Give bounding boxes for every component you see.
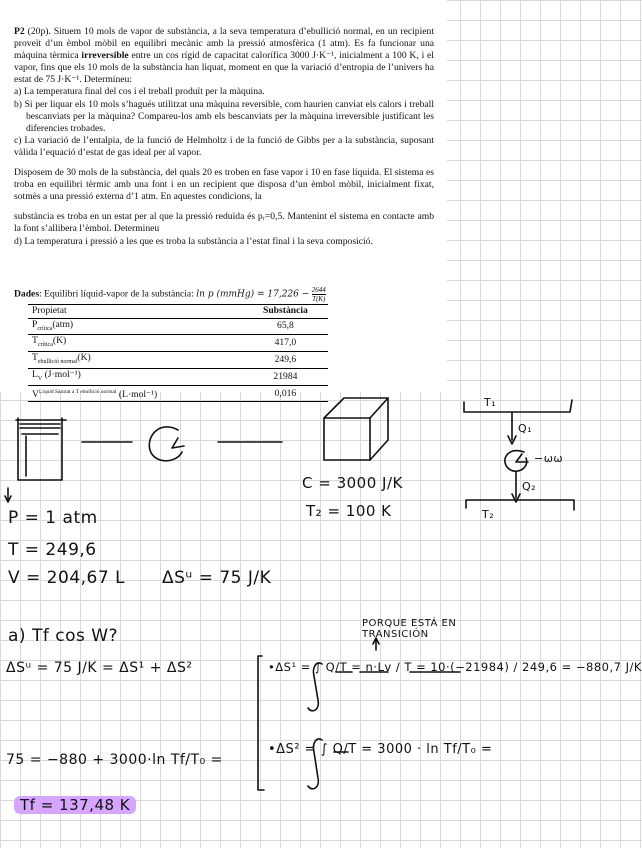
cycle-w-label: −ωω — [534, 452, 564, 465]
cycle-q2-label: Q₂ — [522, 480, 537, 493]
intro-text-b: entre un cos rígid de capacitat calorífica 3000 J·K⁻¹, inicialment a 100 K, i el vapor, fins que els 10 mols de la substància han liquat, moment en que la variació d’entropia de l’univers ha estat de 75 J·K⁻¹. Determineu: — [14, 50, 434, 86]
temperature-note: T = 249,6 — [8, 540, 97, 560]
row-sub: crítica — [37, 325, 53, 332]
row-unit: (atm) — [52, 318, 74, 330]
fraction-numerator: 2644 — [311, 286, 326, 294]
paragraph-2: Disposem de 30 mols de la substància, del quals 20 es troben en fase vapor i 10 en fase líquida. El sistema es troba en equilibri tèrmic amb una font i en un recipient que disposa d’un èmbol mòbil, inicialment fixat, sotmès a una pressió externa d’1 atm. En aquestes condicions, la — [14, 167, 434, 203]
row-value: 249,6 — [243, 352, 328, 369]
item-a: a) La temperatura final del cos i el treball produït per la màquina. — [14, 86, 265, 98]
row-name: T — [32, 352, 38, 364]
entropy-s1-equation: •ΔS¹ = ∫ Q/T = n·Lv / T = 10·(−21984) / 249,6 = −880,7 J/K — [268, 660, 642, 674]
transition-note: PORQUE ESTÁ EN TRANSICIÓN — [362, 618, 457, 640]
entropy-universe-note: ΔSᵘ = 75 J/K — [162, 568, 272, 588]
intro-text-a: Situem 10 mols de vapor de substància, a la seva temperatura d’ebullició normal, en un recipient proveït d’un èmbol mòbil en equilibri mecànic amb la pressió atmosfèrica (1 atm). Es fa funcionar una màquina tèrmica — [14, 26, 434, 62]
initial-temperature-note: T₂ = 100 K — [306, 502, 392, 520]
intro-bold: irreversible — [81, 50, 129, 62]
cube-sketch — [324, 398, 388, 460]
row-sub: ebullició normal — [37, 359, 78, 366]
row-value: 0,016 — [243, 386, 328, 402]
header-substance: Substància — [243, 305, 328, 319]
cycle-t2-label: T₂ — [482, 508, 495, 521]
final-temperature-equation: 75 = −880 + 3000·ln Tf/T₀ = — [6, 752, 223, 768]
row-sub: V — [37, 376, 43, 383]
cycle-t1-label: T₁ — [484, 396, 497, 409]
row-unit: (K) — [77, 352, 91, 364]
row-name: V — [32, 389, 39, 401]
cycle-q1-label: Q₁ — [518, 422, 533, 435]
engine-circle-sketch — [149, 427, 184, 461]
data-text: : Equilibri líquid-vapor de la substància: — [39, 288, 194, 300]
cylinder-sketch — [16, 418, 66, 480]
row-value: 21984 — [243, 369, 328, 386]
fraction-denominator: T(K) — [312, 295, 326, 303]
data-label: Dades — [14, 288, 40, 300]
pressure-note: P = 1 atm — [8, 508, 98, 528]
row-name: L — [32, 369, 38, 381]
equation-bracket — [258, 656, 264, 790]
final-temperature-result: Tf = 137,48 K — [14, 796, 136, 814]
problem-number: P2 — [14, 26, 25, 37]
row-name: T — [32, 335, 38, 347]
item-c: c) La variació de l’entalpia, de la funció de Helmholtz i de la funció de Gibbs per a la substància, suposant vàlida l’equació d’estat de gas ideal per al vapor. — [14, 134, 434, 158]
item-b: b) Si per liquar els 10 mols s’hagués utilitzat una màquina reversible, com haurien canviat els calors i treball bescanviats per la màquina? Compareu-los amb els bescanviats per la màquina irreversible justificant les diferencies trobades. — [14, 98, 434, 134]
problem-points: (20p). — [27, 26, 51, 37]
row-name: P — [32, 318, 38, 330]
row-sub: crítica — [37, 342, 53, 349]
part-a-heading: a) Tf cos W? — [8, 626, 119, 646]
row-unit: (K) — [52, 335, 67, 347]
entropy-balance-equation: ΔSᵘ = 75 J/K = ΔS¹ + ΔS² — [6, 660, 193, 676]
heat-capacity-note: C = 3000 J/K — [302, 474, 403, 492]
volume-note: V = 204,67 L — [8, 568, 126, 588]
paragraph-3: substància es troba en un estat per al que la pressió reduïda és pᵣ=0,5. Mantenint el sistema en contacte amb la font s’allibera l’èmbol. Determineu — [14, 211, 434, 235]
item-d: d) La temperatura i pressió a les que es troba la substància a l’estat final i la seva composició. — [14, 235, 373, 247]
header-property: Propietat — [28, 305, 243, 319]
row-value: 65,8 — [243, 318, 328, 335]
row-value: 417,0 — [243, 335, 328, 352]
entropy-s2-equation: •ΔS² = ∫ Q/T = 3000 · ln Tf/T₀ = — [268, 742, 493, 757]
vapor-pressure-equation: ln p (mmHg) = 17,226 − — [196, 289, 310, 300]
row-unit: (L·mol⁻¹) — [116, 389, 158, 401]
row-sup: Líquid Saturat a T ebullició normal — [38, 389, 117, 396]
row-unit: (J·mol⁻¹) — [42, 369, 81, 381]
